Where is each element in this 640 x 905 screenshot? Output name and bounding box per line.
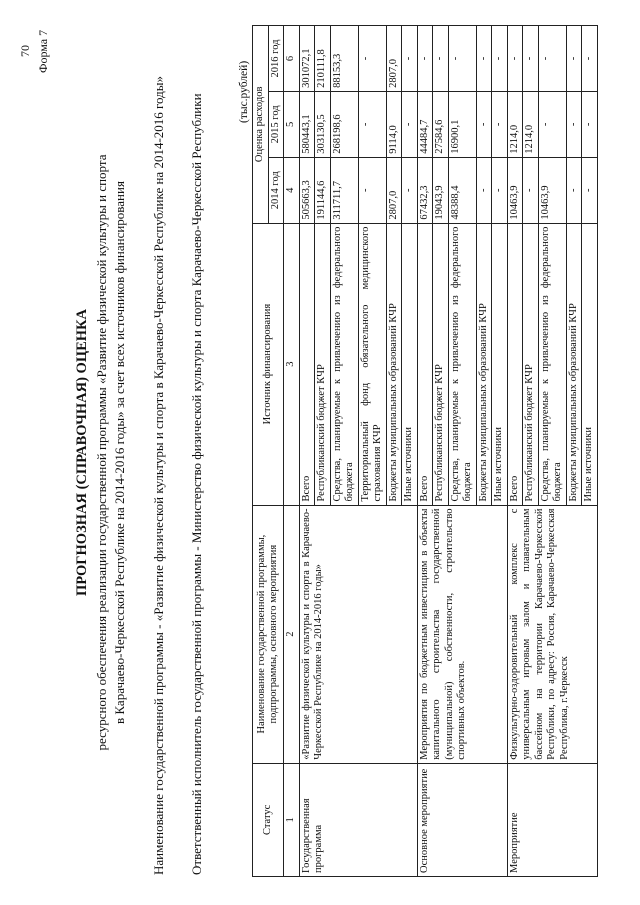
status-cell: Мероприятие — [507, 763, 597, 876]
col-number: 1 — [284, 763, 300, 876]
name-cell: Мероприятия по бюджетным инвестициям в объекты капитального строительства государственной (муниципальной) собственности, строительство спортивных объектов. — [417, 505, 507, 763]
source-cell: Республиканский бюджет КЧР — [433, 223, 449, 505]
source-cell: Всего — [417, 223, 433, 505]
col-number: 4 — [284, 157, 300, 223]
value-cell: 303130,5 — [315, 91, 331, 157]
value-cell: - — [492, 26, 508, 92]
source-cell: Иные источники — [582, 223, 598, 505]
table-row — [417, 26, 433, 877]
header-estimate: Оценка расходов — [253, 26, 269, 224]
value-cell: - — [402, 26, 418, 92]
value-cell: - — [566, 26, 582, 92]
name-cell: Физкультурно-оздоровительный комплекс с универсальным игровым залом и плавательным бассейном на территории Карачаево-Черкесской Республики, по адресу: Россия, Карачаево-Черкесская Республика, г.Черкесск — [507, 505, 597, 763]
value-cell: 2807,0 — [386, 157, 402, 223]
value-cell: 311711,7 — [330, 157, 358, 223]
value-cell: 67432,3 — [417, 157, 433, 223]
value-cell: 9114,0 — [386, 91, 402, 157]
source-cell: Бюджеты муниципальных образований КЧР — [386, 223, 402, 505]
form-label: Форма 7 — [36, 29, 50, 73]
value-cell: 19043,9 — [433, 157, 449, 223]
header-status: Статус — [253, 763, 284, 876]
value-cell: - — [433, 26, 449, 92]
source-cell: Бюджеты муниципальных образований КЧР — [566, 223, 582, 505]
program-name-line: Наименование государственной программы - «Развитие физической культуры и спорта в Карачаево-Черкесской Республике на 2014-2016 годы» — [151, 75, 166, 875]
value-cell: 16900,1 — [448, 91, 476, 157]
value-cell: 44484,7 — [417, 91, 433, 157]
value-cell: - — [358, 91, 386, 157]
source-cell: Иные источники — [402, 223, 418, 505]
document-subtitle-line-2: в Карачаево-Черкесской Республике на 2014-2016 годы» за счет всех источников финансирования — [112, 181, 127, 724]
page-number: 70 — [18, 45, 32, 57]
value-cell: - — [358, 26, 386, 92]
source-cell: Средства, планируемые к привлечению из федерального бюджета — [538, 223, 566, 505]
header-name: Наименование государственной программы, подпрограммы, основного мероприятия — [253, 505, 284, 763]
value-cell: - — [566, 91, 582, 157]
financing-table — [252, 25, 598, 877]
value-cell: 88153,3 — [330, 26, 358, 92]
unit-label: (тыс.рублей) — [238, 60, 250, 123]
source-cell: Средства, планируемые к привлечению из федерального бюджета — [448, 223, 476, 505]
value-cell: 210111,8 — [315, 26, 331, 92]
value-cell: - — [523, 26, 539, 92]
col-number: 6 — [284, 26, 300, 92]
source-cell: Республиканский бюджет КЧР — [523, 223, 539, 505]
header-source: Источник финансирования — [253, 223, 284, 505]
value-cell: 48388,4 — [448, 157, 476, 223]
value-cell: - — [358, 157, 386, 223]
value-cell: - — [492, 157, 508, 223]
source-cell: Бюджеты муниципальных образований КЧР — [476, 223, 492, 505]
value-cell: 301072,1 — [299, 26, 315, 92]
value-cell: - — [582, 157, 598, 223]
col-number: 3 — [284, 223, 300, 505]
status-cell: Государственная программа — [299, 763, 417, 876]
status-cell: Основное мероприятие — [417, 763, 507, 876]
value-cell: - — [448, 26, 476, 92]
value-cell: - — [566, 157, 582, 223]
value-cell: 10463,9 — [507, 157, 523, 223]
value-cell: 505663,3 — [299, 157, 315, 223]
source-cell: Территориальный фонд обязательного медицинского страхования КЧР — [358, 223, 386, 505]
value-cell: 10463,9 — [538, 157, 566, 223]
source-cell: Средства, планируемые к привлечению из федерального бюджета — [330, 223, 358, 505]
source-cell: Всего — [299, 223, 315, 505]
document-title: ПРОГНОЗНАЯ (СПРАВОЧНАЯ) ОЦЕНКА — [74, 308, 90, 597]
source-cell: Республиканский бюджет КЧР — [315, 223, 331, 505]
value-cell: - — [582, 91, 598, 157]
value-cell: 1214,0 — [507, 91, 523, 157]
table-body — [299, 26, 597, 877]
value-cell: - — [492, 91, 508, 157]
value-cell: - — [538, 91, 566, 157]
value-cell: - — [476, 26, 492, 92]
name-cell: «Развитие физической культуры и спорта в Карачаево-Черкесской Республике на 2014-2016 годы» — [299, 505, 417, 763]
value-cell: - — [523, 157, 539, 223]
value-cell: - — [402, 157, 418, 223]
value-cell: 191144,6 — [315, 157, 331, 223]
value-cell: 268198,6 — [330, 91, 358, 157]
table-row — [299, 26, 315, 877]
value-cell: - — [538, 26, 566, 92]
value-cell: - — [476, 157, 492, 223]
header-year-2016: 2016 год — [268, 26, 284, 92]
value-cell: 2807,0 — [386, 26, 402, 92]
document-subtitle-line-1: ресурсного обеспечения реализации государственной программы «Развитие физической культуры и спорта — [94, 154, 109, 751]
source-cell: Всего — [507, 223, 523, 505]
col-number: 5 — [284, 91, 300, 157]
source-cell: Иные источники — [492, 223, 508, 505]
value-cell: 1214,0 — [523, 91, 539, 157]
value-cell: 27584,6 — [433, 91, 449, 157]
value-cell: - — [582, 26, 598, 92]
executor-line: Ответственный исполнитель государственной программы - Министерство физической культуры и спорта Карачаево-Черкесской Республики — [189, 93, 204, 875]
value-cell: 580443,1 — [299, 91, 315, 157]
value-cell: - — [417, 26, 433, 92]
header-year-2014: 2014 год — [268, 157, 284, 223]
table-row — [507, 26, 523, 877]
col-number: 2 — [284, 505, 300, 763]
header-year-2015: 2015 год — [268, 91, 284, 157]
value-cell: - — [507, 26, 523, 92]
value-cell: - — [476, 91, 492, 157]
value-cell: - — [402, 91, 418, 157]
